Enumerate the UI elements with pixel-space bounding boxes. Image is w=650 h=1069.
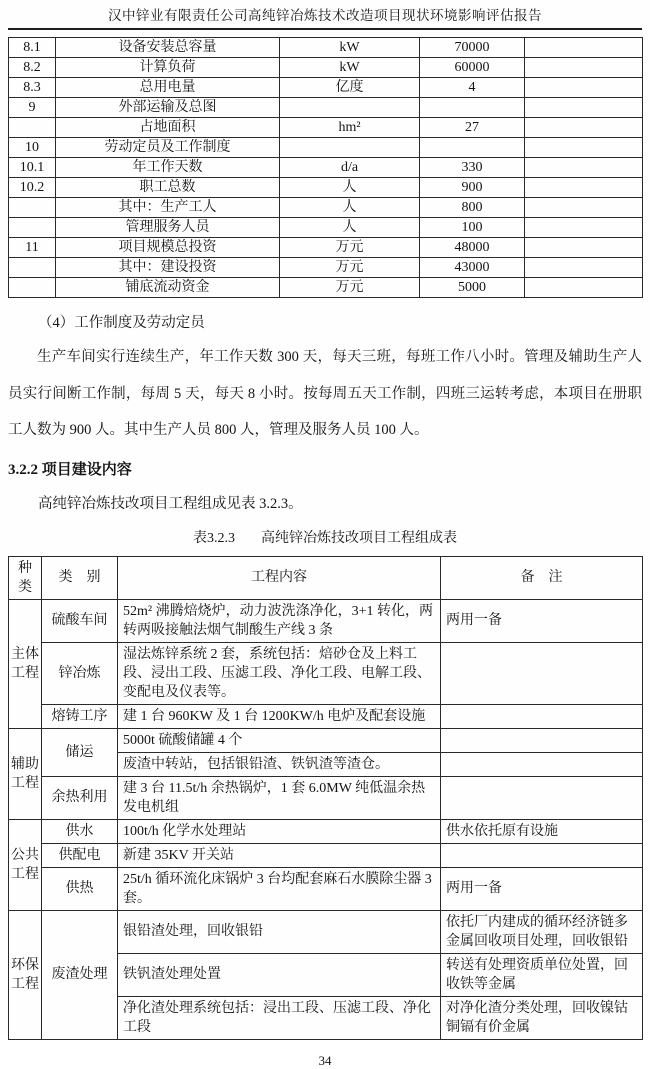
note-cell: 转送有处理资质单位处置，回收铁等金属: [441, 953, 643, 996]
spec-row: [9, 198, 643, 218]
table-caption-number: 表3.2.3: [193, 530, 235, 546]
spec-row: [9, 158, 643, 178]
content-cell: 银铅渣处理，回收银铅: [118, 910, 441, 953]
spec-item: 劳动定员及工作制度: [56, 138, 280, 158]
spec-item: 占地面积: [56, 118, 280, 138]
spec-item: 总用电量: [56, 78, 280, 98]
spec-unit: hm²: [280, 118, 420, 138]
works-row: [9, 599, 643, 642]
spec-value: 48000: [420, 238, 525, 258]
spec-row: [9, 38, 643, 58]
spec-item: 年工作天数: [56, 158, 280, 178]
spec-value: 100: [420, 218, 525, 238]
note-cell: [441, 704, 643, 728]
type-cell: 锌冶炼: [42, 642, 118, 704]
body-paragraph: 生产车间实行连续生产，年工作天数 300 天，每天三班，每班工作八小时。管理及辅助生产人员实行间断工作制，每周 5 天，每天 8 小时。按每周五天工作制，四班三运转考虑，本项目在册职工人数为 900 人。其中生产人员 800 人，管理及服务人员 100 人。: [8, 349, 642, 438]
note-cell: [441, 728, 643, 752]
col-header-category: 种类: [9, 556, 42, 599]
type-cell: 供配电: [42, 843, 118, 867]
works-row: [9, 728, 643, 752]
spec-row: [9, 78, 643, 98]
type-cell: 供热: [42, 867, 118, 910]
category-cell: 辅助工程: [9, 728, 42, 819]
spec-row: [9, 278, 643, 298]
spec-item: 铺底流动资金: [56, 278, 280, 298]
section-intro: 高纯锌冶炼技改项目工程组成见表 3.2.3。: [38, 495, 303, 512]
spec-unit: 人: [280, 178, 420, 198]
spec-value: 4: [420, 78, 525, 98]
note-cell: [441, 642, 643, 704]
col-header-content: 工程内容: [118, 556, 441, 599]
page-number: 34: [318, 1052, 332, 1068]
spec-no: 8.2: [9, 58, 56, 78]
spec-note: [525, 138, 643, 158]
spec-row: [9, 58, 643, 78]
spec-value: 900: [420, 178, 525, 198]
content-cell: 52m² 沸腾焙烧炉，动力波洗涤净化，3+1 转化，两转两吸接触法烟气制酸生产线 3 条: [118, 599, 441, 642]
spec-unit: 人: [280, 218, 420, 238]
type-cell: 硫酸车间: [42, 599, 118, 642]
col-header-note: 备 注: [441, 556, 643, 599]
spec-item: 设备安装总容量: [56, 38, 280, 58]
content-cell: 建 1 台 960KW 及 1 台 1200KW/h 电炉及配套设施: [118, 704, 441, 728]
spec-no: [9, 198, 56, 218]
spec-unit: d/a: [280, 158, 420, 178]
note-cell: 供水依托原有设施: [441, 819, 643, 843]
table-caption-title: 高纯锌冶炼技改项目工程组成表: [261, 530, 457, 546]
header-divider: [8, 28, 642, 30]
spec-row: [9, 98, 643, 118]
spec-item: 外部运输及总图: [56, 98, 280, 118]
note-cell: [441, 776, 643, 819]
spec-no: 10: [9, 138, 56, 158]
spec-item: 其中：生产工人: [56, 198, 280, 218]
spec-value: 60000: [420, 58, 525, 78]
spec-value: 27: [420, 118, 525, 138]
spec-value: 800: [420, 198, 525, 218]
works-composition-table: [8, 556, 643, 1040]
note-cell: 依托厂内建成的循环经济链多金属回收项目处理，回收银铅: [441, 910, 643, 953]
spec-note: [525, 38, 643, 58]
type-cell: 供水: [42, 819, 118, 843]
content-cell: 新建 35KV 开关站: [118, 843, 441, 867]
spec-item: 职工总数: [56, 178, 280, 198]
spec-value: 70000: [420, 38, 525, 58]
spec-row: [9, 238, 643, 258]
note-cell: [441, 752, 643, 776]
type-cell: 余热利用: [42, 776, 118, 819]
spec-no: 9: [9, 98, 56, 118]
works-header-row: [9, 556, 643, 599]
spec-value: 5000: [420, 278, 525, 298]
content-cell: 5000t 硫酸储罐 4 个: [118, 728, 441, 752]
spec-note: [525, 158, 643, 178]
spec-value: [420, 138, 525, 158]
content-cell: 废渣中转站，包括银铅渣、铁钒渣等渣仓。: [118, 752, 441, 776]
spec-no: 8.3: [9, 78, 56, 98]
spec-unit: 万元: [280, 238, 420, 258]
spec-row: [9, 258, 643, 278]
spec-note: [525, 278, 643, 298]
note-cell: 两用一备: [441, 867, 643, 910]
spec-note: [525, 218, 643, 238]
spec-unit: kW: [280, 58, 420, 78]
spec-unit: kW: [280, 38, 420, 58]
works-row: [9, 704, 643, 728]
spec-note: [525, 118, 643, 138]
spec-note: [525, 58, 643, 78]
spec-unit: 万元: [280, 258, 420, 278]
spec-item: 管理服务人员: [56, 218, 280, 238]
type-cell: 储运: [42, 728, 118, 776]
spec-note: [525, 78, 643, 98]
section-heading: 3.2.2 项目建设内容: [8, 461, 132, 478]
table-caption: [8, 529, 642, 549]
spec-note: [525, 198, 643, 218]
type-cell: 废渣处理: [42, 910, 118, 1039]
spec-unit: [280, 138, 420, 158]
spec-no: [9, 258, 56, 278]
spec-no: [9, 118, 56, 138]
spec-unit: 人: [280, 198, 420, 218]
works-row: [9, 819, 643, 843]
category-cell: 主体工程: [9, 599, 42, 728]
spec-no: 10.1: [9, 158, 56, 178]
project-spec-table: [8, 37, 643, 298]
spec-note: [525, 258, 643, 278]
works-row: [9, 843, 643, 867]
category-cell: 环保工程: [9, 910, 42, 1039]
spec-row: [9, 118, 643, 138]
works-row: [9, 776, 643, 819]
spec-unit: 万元: [280, 278, 420, 298]
report-title: 汉中锌业有限责任公司高纯锌冶炼技术改造项目现状环境影响评估报告: [108, 8, 542, 23]
spec-no: 8.1: [9, 38, 56, 58]
works-row: [9, 867, 643, 910]
content-cell: 铁钒渣处理处置: [118, 953, 441, 996]
spec-unit: [280, 98, 420, 118]
spec-value: [420, 98, 525, 118]
type-cell: 熔铸工序: [42, 704, 118, 728]
spec-item: 计算负荷: [56, 58, 280, 78]
spec-item: 项目规模总投资: [56, 238, 280, 258]
col-header-type: 类 别: [42, 556, 118, 599]
subsection-heading: （4）工作制度及劳动定员: [38, 315, 205, 331]
spec-note: [525, 98, 643, 118]
spec-value: 330: [420, 158, 525, 178]
category-cell: 公共工程: [9, 819, 42, 910]
spec-value: 43000: [420, 258, 525, 278]
spec-no: 10.2: [9, 178, 56, 198]
spec-note: [525, 178, 643, 198]
spec-row: [9, 218, 643, 238]
works-row: [9, 910, 643, 953]
spec-no: [9, 218, 56, 238]
content-cell: 100t/h 化学水处理站: [118, 819, 441, 843]
note-cell: 对净化渣分类处理，回收镍钴铜镉有价金属: [441, 996, 643, 1039]
works-row: [9, 642, 643, 704]
spec-row: [9, 178, 643, 198]
content-cell: 湿法炼锌系统 2 套，系统包括：焙砂仓及上料工段、浸出工段、压滤工段、净化工段、电解工段、变配电及仪表等。: [118, 642, 441, 704]
spec-no: [9, 278, 56, 298]
spec-no: 11: [9, 238, 56, 258]
spec-unit: 亿度: [280, 78, 420, 98]
spec-note: [525, 238, 643, 258]
content-cell: 建 3 台 11.5t/h 余热锅炉，1 套 6.0MW 纯低温余热发电机组: [118, 776, 441, 819]
spec-item: 其中：建设投资: [56, 258, 280, 278]
spec-row: [9, 138, 643, 158]
note-cell: [441, 843, 643, 867]
note-cell: 两用一备: [441, 599, 643, 642]
content-cell: 25t/h 循环流化床锅炉 3 台均配套麻石水膜除尘器 3 套。: [118, 867, 441, 910]
content-cell: 净化渣处理系统包括：浸出工段、压滤工段、净化工段: [118, 996, 441, 1039]
